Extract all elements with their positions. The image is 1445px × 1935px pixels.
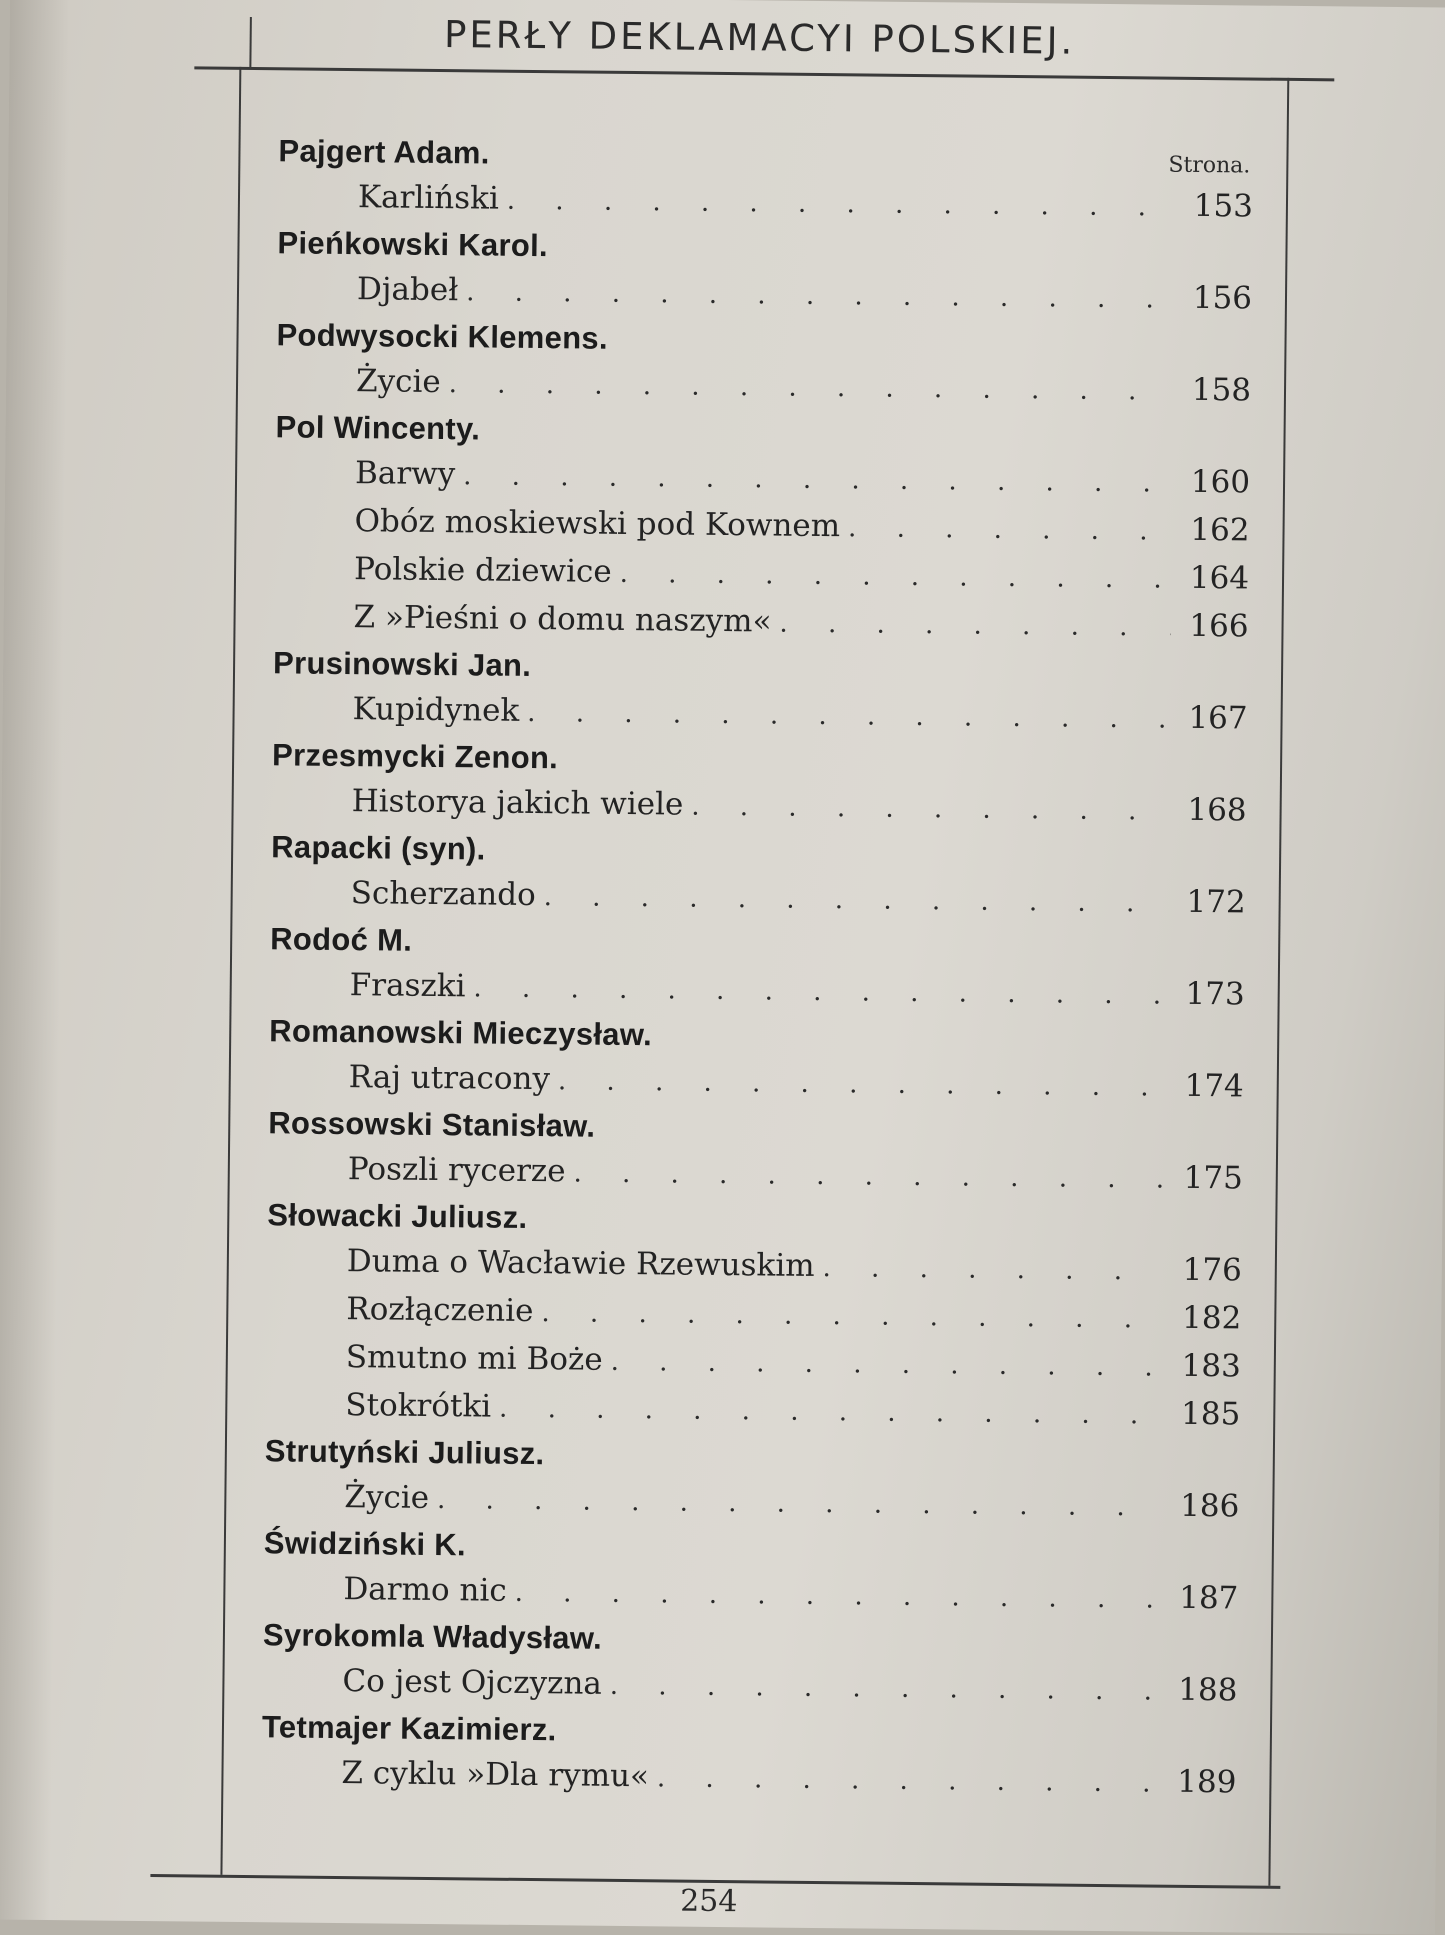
work-title: Rozłączenie: [346, 1291, 534, 1330]
dot-leader: [507, 178, 1176, 231]
work-page-number: 183: [1181, 1347, 1241, 1385]
author-name: Prusinowski Jan.: [272, 645, 532, 683]
work-page-number: 156: [1192, 279, 1253, 317]
author-name: Rossowski Stanisław.: [268, 1105, 596, 1144]
author-entry: [269, 917, 1245, 1019]
author-entry: [272, 641, 1248, 743]
top-rule: [194, 66, 1334, 81]
work-page-number: 173: [1185, 975, 1245, 1013]
work-title: Życie: [355, 363, 441, 401]
work-page-number: 189: [1177, 1763, 1237, 1801]
author-name: Strutyński Juliusz.: [264, 1433, 545, 1472]
work-page-number: 160: [1190, 463, 1251, 501]
work-page-number: 168: [1187, 791, 1247, 829]
work-title: Z »Pieśni o domu naszym«: [353, 599, 772, 640]
header-tick-rule: [249, 17, 252, 69]
author-entry: [278, 129, 1254, 231]
author-name: Romanowski Mieczysław.: [269, 1013, 653, 1053]
author-entry: [264, 1429, 1240, 1531]
author-entry: [269, 1009, 1245, 1111]
author-name: Syrokomla Władysław.: [262, 1617, 603, 1656]
dot-leader: [610, 1339, 1163, 1391]
work-title: Historya jakich wiele: [351, 783, 684, 823]
work-page-number: 188: [1178, 1671, 1238, 1709]
work-title: Darmo nic: [343, 1571, 507, 1609]
work-title: Polskie dziewice: [353, 551, 612, 590]
dot-leader: [473, 965, 1167, 1018]
dot-leader: [499, 1386, 1163, 1439]
dot-leader: [543, 874, 1167, 927]
left-frame-rule: [220, 67, 241, 1875]
dot-leader: [657, 1755, 1159, 1806]
author-name: Rodoć M.: [270, 921, 413, 958]
work-page-number: 158: [1191, 371, 1252, 409]
work-page-number: 153: [1193, 187, 1254, 225]
work-page-number: 162: [1190, 511, 1250, 549]
work-page-number: 186: [1179, 1487, 1240, 1525]
dot-leader: [466, 269, 1174, 322]
author-entry: [261, 1705, 1237, 1807]
work-page-number: 187: [1179, 1579, 1239, 1617]
author-entry: [273, 405, 1250, 651]
dot-leader: [573, 1150, 1165, 1202]
author-entry: [271, 733, 1247, 835]
dot-leader: [848, 505, 1172, 554]
work-title: Z cyklu »Dla rymu«: [341, 1755, 650, 1795]
work-title: Karliński: [357, 179, 500, 217]
dot-leader: [610, 1663, 1160, 1715]
dot-leader: [527, 690, 1170, 743]
dot-leader: [514, 1570, 1160, 1623]
author-entry: [263, 1521, 1239, 1623]
dot-leader: [437, 1477, 1162, 1531]
spine-shadow: [0, 0, 70, 1920]
dot-leader: [541, 1290, 1163, 1343]
author-entry: [270, 825, 1246, 927]
work-title: Kupidynek: [352, 691, 520, 729]
work-page-number: 167: [1188, 699, 1248, 737]
table-of-contents: [261, 129, 1253, 1807]
work-title: Smutno mi Boże: [345, 1339, 603, 1378]
author-entry: [276, 313, 1252, 415]
work-title: Życie: [344, 1479, 430, 1516]
author-entry: [277, 221, 1253, 323]
work-page-number: 175: [1183, 1159, 1243, 1197]
dot-leader: [558, 1058, 1166, 1110]
page-header-title: PERŁY DEKLAMACYI POLSKIEJ.: [443, 13, 1076, 63]
author-name: Pieńkowski Karol.: [277, 225, 549, 264]
page-column-label: Strona.: [1168, 152, 1251, 179]
dot-leader: [463, 453, 1172, 506]
author-name: Pol Wincenty.: [275, 409, 481, 447]
work-page-number: 164: [1189, 559, 1250, 597]
author-entry: [268, 1101, 1244, 1203]
work-page-number: 182: [1181, 1299, 1242, 1337]
work-title: Stokrótki: [345, 1387, 492, 1425]
author-entry: [265, 1193, 1242, 1439]
work-title: Barwy: [354, 455, 456, 493]
author-name: Świdziński K.: [263, 1525, 467, 1563]
dot-leader: [691, 784, 1169, 835]
right-frame-rule: [1268, 78, 1289, 1886]
dot-leader: [779, 601, 1171, 651]
author-name: Pajgert Adam.: [278, 133, 490, 171]
work-row: [261, 1749, 1236, 1807]
author-name: Słowacki Juliusz.: [267, 1197, 528, 1235]
work-page-number: 176: [1182, 1251, 1243, 1289]
work-title: Obóz moskiewski pod Kownem: [354, 503, 841, 545]
work-title: Fraszki: [349, 967, 466, 1005]
work-page-number: 172: [1186, 883, 1246, 921]
author-entry: [262, 1613, 1238, 1715]
work-title: Scherzando: [350, 875, 536, 914]
author-name: Podwysocki Klemens.: [276, 317, 609, 356]
work-page-number: 166: [1189, 607, 1249, 645]
author-name: Tetmajer Kazimierz.: [261, 1709, 557, 1748]
author-name: Rapacki (syn).: [271, 829, 486, 867]
dot-leader: [448, 361, 1173, 415]
work-title: Duma o Wacławie Rzewuskim: [346, 1243, 815, 1284]
work-title: Co jest Ojczyzna: [342, 1663, 603, 1702]
page-number: 254: [679, 1883, 738, 1920]
dot-leader: [822, 1245, 1164, 1295]
work-title: Raj utracony: [348, 1059, 551, 1098]
author-name: Przesmycki Zenon.: [271, 737, 559, 776]
work-page-number: 185: [1180, 1395, 1241, 1433]
work-title: Poszli rycerze: [347, 1151, 566, 1190]
work-page-number: 174: [1184, 1067, 1244, 1105]
work-title: Djabeł: [356, 271, 459, 309]
dot-leader: [619, 551, 1171, 603]
